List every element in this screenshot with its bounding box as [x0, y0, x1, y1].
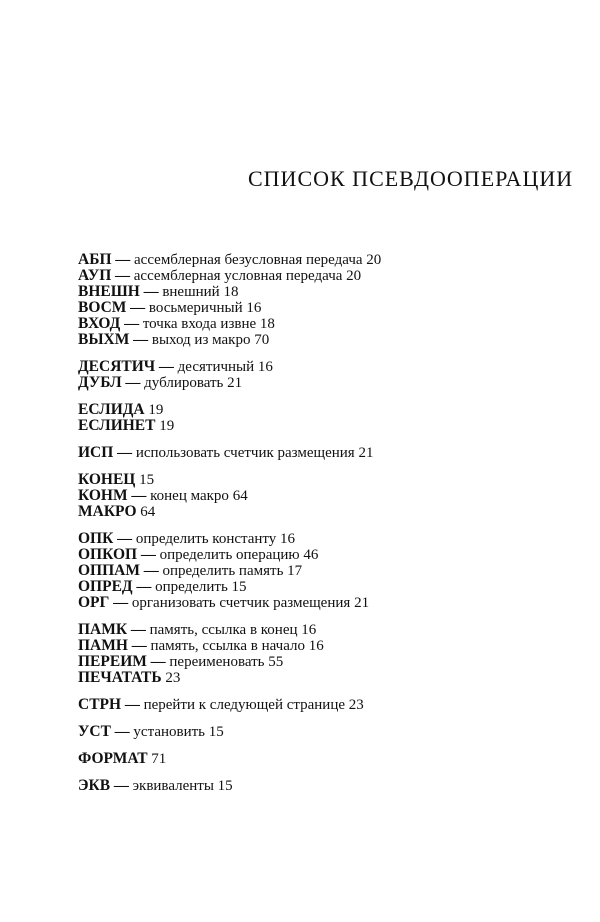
entry-term: ОППАМ: [78, 562, 140, 579]
index-group: [78, 252, 578, 348]
entry-term: ЭКВ: [78, 777, 111, 794]
index-entry: [78, 595, 578, 611]
entry-page-number: 15: [231, 579, 247, 595]
entry-term: ФОРМАТ: [78, 750, 148, 767]
entry-page-number: 46: [303, 547, 319, 563]
entry-page-number: 70: [254, 332, 270, 348]
pseudo-operations-index: [78, 252, 578, 805]
entry-page-number: 19: [159, 418, 175, 434]
entry-dash: —: [127, 622, 150, 638]
entry-description: десятичный: [177, 359, 255, 375]
entry-description: выход из макро: [151, 332, 251, 348]
entry-dash: —: [140, 563, 163, 579]
index-group: [78, 359, 578, 391]
entry-page-number: 23: [165, 670, 181, 686]
index-group: [78, 622, 578, 686]
entry-term: УСТ: [78, 723, 111, 740]
entry-term: АБП: [78, 251, 112, 268]
entry-page-number: 64: [140, 504, 156, 520]
entry-dash: —: [113, 531, 136, 547]
entry-page-number: 71: [151, 751, 167, 767]
entry-description: память, ссылка в начало: [150, 638, 305, 654]
index-group: [78, 472, 578, 520]
index-entry: [78, 488, 578, 504]
entry-page-number: 15: [208, 724, 224, 740]
index-group: [78, 724, 578, 740]
index-entry: [78, 472, 578, 488]
entry-term: АУП: [78, 267, 112, 284]
entry-dash: —: [111, 252, 134, 268]
entry-term: СТРН: [78, 696, 122, 713]
index-entry: [78, 697, 578, 713]
entry-dash: —: [137, 547, 160, 563]
index-entry: [78, 300, 578, 316]
entry-term: ВОСМ: [78, 299, 127, 316]
page-title: СПИСОК ПСЕВДООПЕРАЦИИ: [248, 166, 574, 191]
entry-page-number: 16: [257, 359, 273, 375]
entry-dash: —: [109, 595, 132, 611]
entry-dash: —: [110, 724, 134, 740]
entry-description: ассемблерная безусловная передача: [134, 252, 363, 268]
index-entry: [78, 670, 578, 686]
entry-page-number: 18: [259, 316, 275, 332]
entry-description: определить константу: [135, 531, 277, 547]
index-group: [78, 751, 578, 767]
index-entry: [78, 332, 578, 348]
entry-description: внешний: [162, 284, 220, 300]
entry-term: ОПРЕД: [78, 578, 133, 595]
entry-dash: —: [121, 375, 145, 391]
entry-page-number: 19: [148, 402, 164, 418]
entry-description: ассемблерная условная передача: [133, 268, 343, 284]
index-group: [78, 445, 578, 461]
entry-page-number: 15: [139, 472, 155, 488]
entry-description: дублировать: [144, 375, 224, 391]
entry-description: определить операцию: [159, 547, 300, 563]
index-group: [78, 697, 578, 713]
entry-dash: —: [121, 697, 144, 713]
entry-dash: —: [113, 445, 136, 461]
entry-page-number: 16: [280, 531, 296, 547]
entry-term: ВЫХМ: [78, 331, 130, 348]
entry-description: определить: [155, 579, 228, 595]
index-entry: [78, 622, 578, 638]
index-entry: [78, 268, 578, 284]
entry-description: организовать счетчик размещения: [131, 595, 351, 611]
entry-term: ДЕСЯТИЧ: [78, 358, 156, 375]
index-entry: [78, 284, 578, 300]
entry-description: перейти к следующей странице: [143, 697, 346, 713]
entry-dash: —: [127, 638, 151, 654]
index-entry: [78, 359, 578, 375]
entry-page-number: 55: [268, 654, 284, 670]
entry-term: ПАМК: [78, 621, 128, 638]
index-entry: [78, 504, 578, 520]
entry-term: ВНЕШН: [78, 283, 140, 300]
entry-dash: —: [146, 654, 170, 670]
entry-dash: —: [155, 359, 178, 375]
index-entry: [78, 445, 578, 461]
index-entry: [78, 638, 578, 654]
index-entry: [78, 724, 578, 740]
entry-term: ПАМН: [78, 637, 128, 654]
entry-description: эквиваленты: [132, 778, 214, 794]
entry-page-number: 16: [301, 622, 317, 638]
entry-page-number: 20: [366, 252, 382, 268]
index-group: [78, 402, 578, 434]
index-entry: [78, 418, 578, 434]
entry-term: ДУБЛ: [78, 374, 122, 391]
entry-page-number: 21: [358, 445, 374, 461]
entry-page-number: 21: [227, 375, 243, 391]
index-entry: [78, 316, 578, 332]
index-entry: [78, 579, 578, 595]
entry-page-number: 21: [354, 595, 370, 611]
entry-term: ИСП: [78, 444, 114, 461]
entry-dash: —: [126, 300, 149, 316]
entry-dash: —: [127, 488, 151, 504]
entry-page-number: 17: [287, 563, 303, 579]
entry-term: ЕСЛИДА: [78, 401, 145, 418]
entry-term: ЕСЛИНЕТ: [78, 417, 156, 434]
entry-term: КОНЕЦ: [78, 471, 136, 488]
entry-dash: —: [120, 316, 143, 332]
index-group: [78, 778, 578, 794]
entry-term: ОРГ: [78, 594, 110, 611]
index-entry: [78, 402, 578, 418]
index-entry: [78, 252, 578, 268]
entry-description: точка входа извне: [142, 316, 257, 332]
entry-description: память, ссылка в конец: [149, 622, 298, 638]
index-entry: [78, 778, 578, 794]
entry-page-number: 16: [246, 300, 262, 316]
index-group: [78, 531, 578, 611]
entry-term: МАКРО: [78, 503, 137, 520]
entry-term: ОПКОП: [78, 546, 138, 563]
entry-page-number: 18: [223, 284, 239, 300]
entry-term: ПЕЧАТАТЬ: [78, 669, 162, 686]
entry-page-number: 20: [346, 268, 362, 284]
entry-page-number: 23: [348, 697, 364, 713]
index-entry: [78, 751, 578, 767]
entry-term: КОНМ: [78, 487, 128, 504]
entry-page-number: 64: [232, 488, 248, 504]
entry-page-number: 16: [308, 638, 324, 654]
entry-term: ВХОД: [78, 315, 121, 332]
entry-dash: —: [111, 268, 134, 284]
entry-description: восьмеричный: [148, 300, 243, 316]
entry-description: переименовать: [169, 654, 265, 670]
entry-description: использовать счетчик размещения: [135, 445, 355, 461]
index-entry: [78, 375, 578, 391]
entry-term: ОПК: [78, 530, 114, 547]
entry-dash: —: [129, 332, 152, 348]
entry-dash: —: [139, 284, 163, 300]
entry-page-number: 15: [217, 778, 233, 794]
entry-description: конец макро: [150, 488, 229, 504]
index-entry: [78, 531, 578, 547]
entry-term: ПЕРЕИМ: [78, 653, 147, 670]
index-entry: [78, 563, 578, 579]
index-entry: [78, 654, 578, 670]
entry-dash: —: [110, 778, 133, 794]
entry-description: установить: [133, 724, 206, 740]
entry-dash: —: [132, 579, 156, 595]
index-entry: [78, 547, 578, 563]
entry-description: определить память: [162, 563, 284, 579]
